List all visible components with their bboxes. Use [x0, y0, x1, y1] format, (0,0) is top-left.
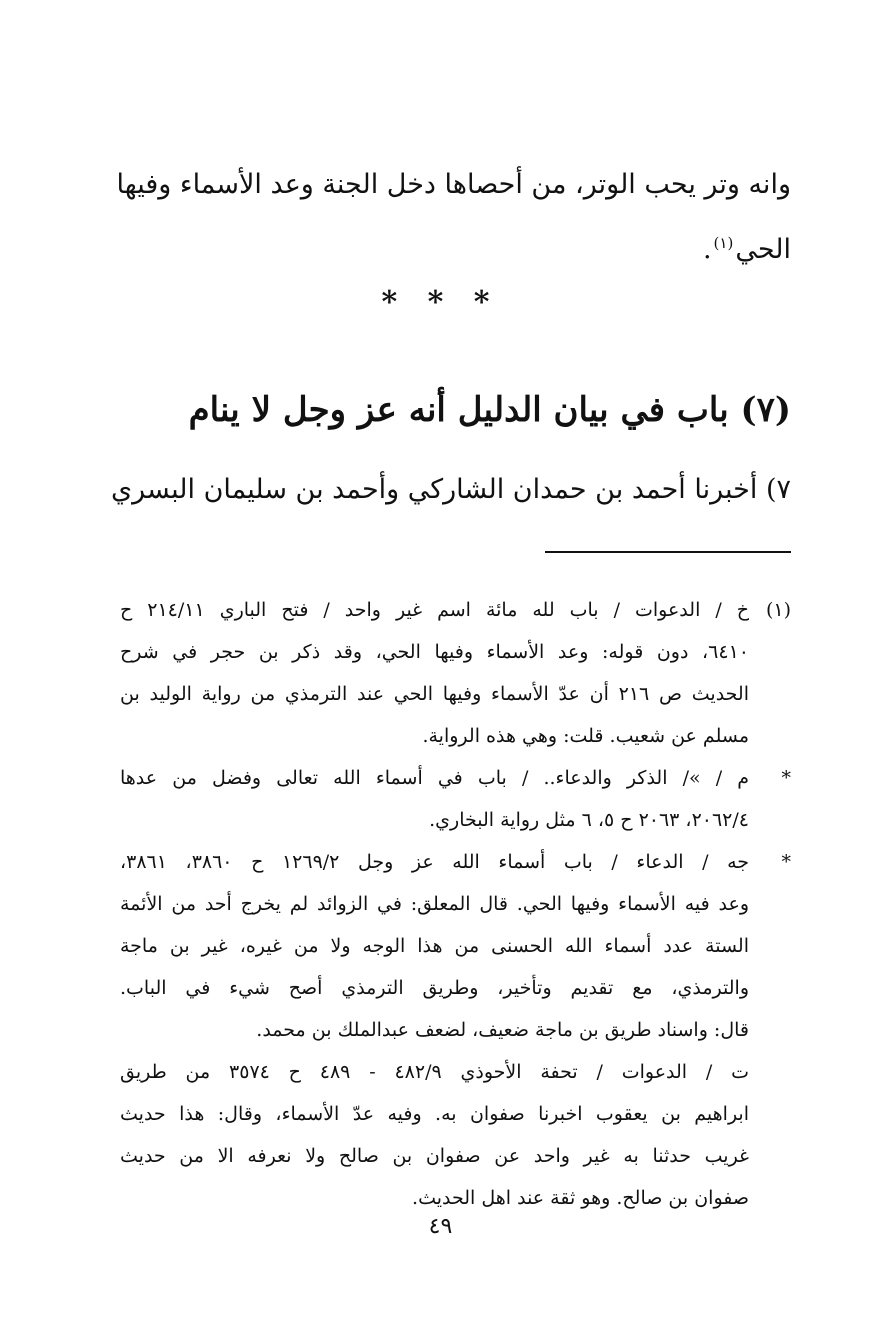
- main-text-line-2: [120, 218, 791, 275]
- footnote-line: [120, 968, 791, 1009]
- footnote-line: [120, 758, 791, 799]
- main-text-line-1: وانه وتر يحب الوتر، من أحصاها دخل الجنة وعد الأسماء وفيها: [116, 169, 791, 200]
- footnote-line: [120, 1094, 791, 1135]
- footnote-text: خ / الدعوات / باب لله مائة اسم غير واحد / فتح الباري ٢١٤/١١ ح: [120, 599, 749, 621]
- page-number: ٤٩: [428, 1214, 453, 1239]
- footnote-text: والترمذي، مع تقديم وتأخير، وطريق الترمذي أصح شيء في الباب.: [120, 977, 749, 999]
- footnote-bullet: *: [781, 851, 791, 873]
- footnote-text: غريب حدثنا به غير واحد عن صفوان بن صالح ولا نعرفه الا من حديث: [120, 1145, 749, 1167]
- footnote-line: [120, 1010, 791, 1051]
- footnote-text: مسلم عن شعيب. قلت: وهي هذه الرواية.: [422, 725, 749, 747]
- footnote-marker: (١): [765, 599, 791, 621]
- footnote-line: [120, 884, 791, 925]
- footnote-line: [120, 1052, 791, 1093]
- footnote-line: [120, 1136, 791, 1177]
- footnote-text: ٦٤١٠، دون قوله: وعد الأسماء وفيها الحي، وقد ذكر بن حجر في شرح: [120, 641, 749, 663]
- footnote-line: [120, 842, 791, 883]
- chapter-heading: (٧) باب في بيان الدليل أنه عز وجل لا ينام: [188, 390, 791, 430]
- hadith-line-1: ٧) أخبرنا أحمد بن حمدان الشاركي وأحمد بن سليمان البسري: [111, 474, 791, 505]
- footnote-line: [120, 716, 791, 757]
- footnote-text: ابراهيم بن يعقوب اخبرنا صفوان به. وفيه عدّ الأسماء، وقال: هذا حديث: [120, 1103, 749, 1125]
- footnote-reference: (١): [713, 234, 734, 252]
- footnote-text: قال: واسناد طريق بن ماجة ضعيف، لضعف عبدالملك بن محمد.: [256, 1019, 749, 1041]
- footnote-line: [120, 926, 791, 967]
- footnote-text: وعد فيه الأسماء وفيها الحي. قال المعلق: في الزوائد لم يخرج أحد من الأئمة: [120, 893, 749, 915]
- footnote-line: [120, 674, 791, 715]
- footnote-bullet: *: [781, 767, 791, 789]
- footnote-text: جه / الدعاء / باب أسماء الله عز وجل ١٢٦٩/٢ ح ٣٨٦٠، ٣٨٦١،: [120, 851, 750, 873]
- footnote-divider: [545, 551, 791, 553]
- footnote-text: ٢٠٦٢/٤، ٢٠٦٣ ح ٥، ٦ مثل رواية البخاري.: [429, 809, 749, 831]
- footnote-text: صفوان بن صالح. وهو ثقة عند اهل الحديث.: [412, 1187, 749, 1209]
- main-text-period: .: [702, 234, 712, 265]
- footnote-text: الستة عدد أسماء الله الحسنى من هذا الوجه ولا من غيره، غير بن ماجة: [120, 935, 749, 957]
- footnote-line: [120, 800, 791, 841]
- footnote-text: م / »/ الذكر والدعاء.. / باب في أسماء الله تعالى وفضل من عدها: [120, 767, 749, 789]
- section-separator: * * *: [381, 285, 500, 320]
- footnote-text: الحديث ص ٢١٦ أن عدّ الأسماء وفيها الحي عند الترمذي من رواية الوليد بن: [120, 683, 749, 705]
- footnote-line: [120, 590, 791, 631]
- main-text-word: الحي: [735, 234, 791, 265]
- footnote-text: ت / الدعوات / تحفة الأحوذي ٤٨٢/٩ - ٤٨٩ ح ٣٥٧٤ من طريق: [120, 1061, 750, 1083]
- footnote-line: [120, 632, 791, 673]
